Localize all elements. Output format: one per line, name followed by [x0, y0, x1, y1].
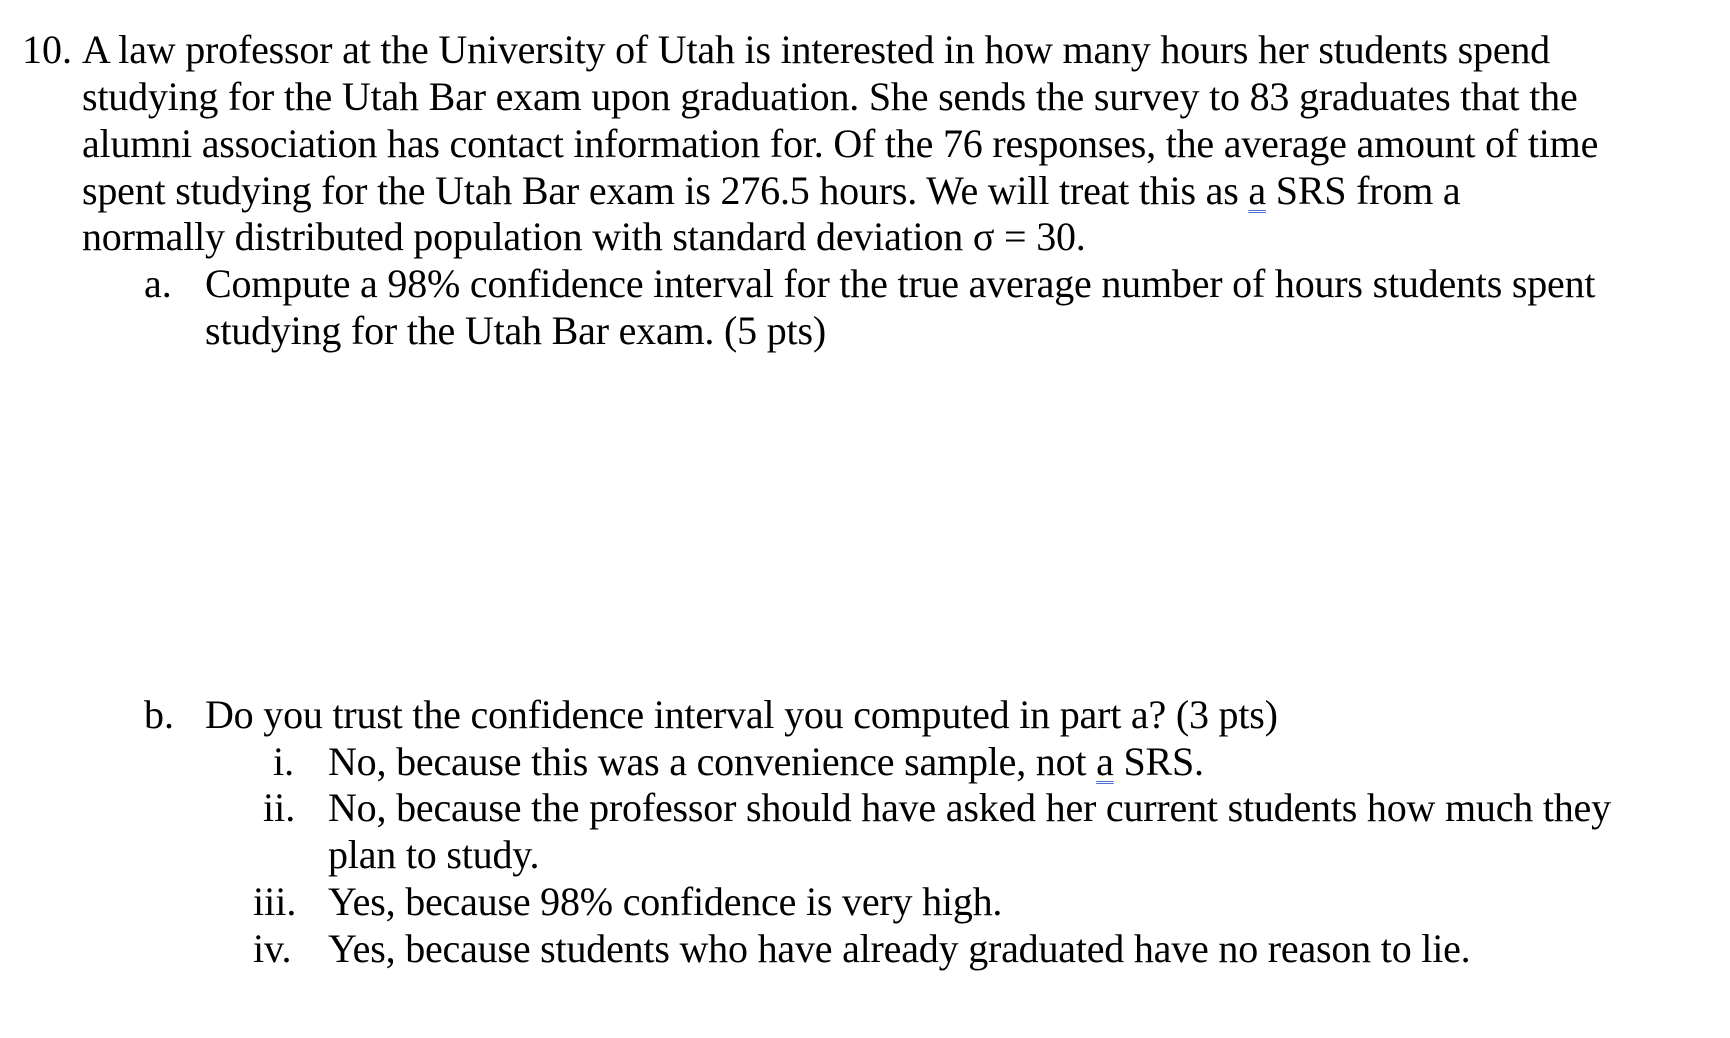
part-a-line-1: Compute a 98% confidence interval for the true average number of hours students spent — [205, 261, 1596, 306]
option-ii-label: ii. — [263, 785, 296, 830]
option-i-text-after: SRS. — [1113, 739, 1204, 784]
option-ii-line-1: No, because the professor should have asked her current students how much they — [328, 785, 1611, 830]
question-stem-line-4 — [82, 168, 1460, 214]
option-i-text — [328, 739, 1204, 785]
stem-line-4-tail: SRS from a — [1265, 168, 1461, 213]
option-i-label: i. — [273, 739, 295, 784]
stem-line-4-text: spent studying for the Utah Bar exam is 276.5 hours. We will treat this as — [82, 168, 1249, 213]
option-ii-line-2: plan to study. — [328, 832, 540, 877]
part-b-label: b. — [144, 692, 174, 737]
option-i-underlined-a: a — [1096, 739, 1114, 784]
option-iii-label: iii. — [253, 879, 297, 924]
option-i-text-before: No, because this was a convenience sample, not — [328, 739, 1097, 784]
question-number: 10. — [22, 27, 72, 72]
part-b-line: Do you trust the confidence interval you computed in part a? (3 pts) — [205, 692, 1278, 737]
question-stem-line-3: alumni association has contact information for. Of the 76 responses, the average amount of time — [82, 121, 1599, 166]
question-stem-line-5: normally distributed population with standard deviation σ = 30. — [82, 214, 1086, 259]
part-a-label: a. — [144, 261, 172, 306]
part-a-line-2: studying for the Utah Bar exam. (5 pts) — [205, 308, 826, 353]
question-stem-line-2: studying for the Utah Bar exam upon graduation. She sends the survey to 83 graduates that the — [82, 74, 1578, 119]
stem-line-4-underlined-a: a — [1248, 168, 1266, 213]
option-iv-text: Yes, because students who have already graduated have no reason to lie. — [328, 926, 1471, 971]
question-stem-line-1: A law professor at the University of Utah is interested in how many hours her students spend — [82, 27, 1550, 72]
option-iii-text: Yes, because 98% confidence is very high. — [328, 879, 1003, 924]
option-iv-label: iv. — [253, 926, 292, 971]
